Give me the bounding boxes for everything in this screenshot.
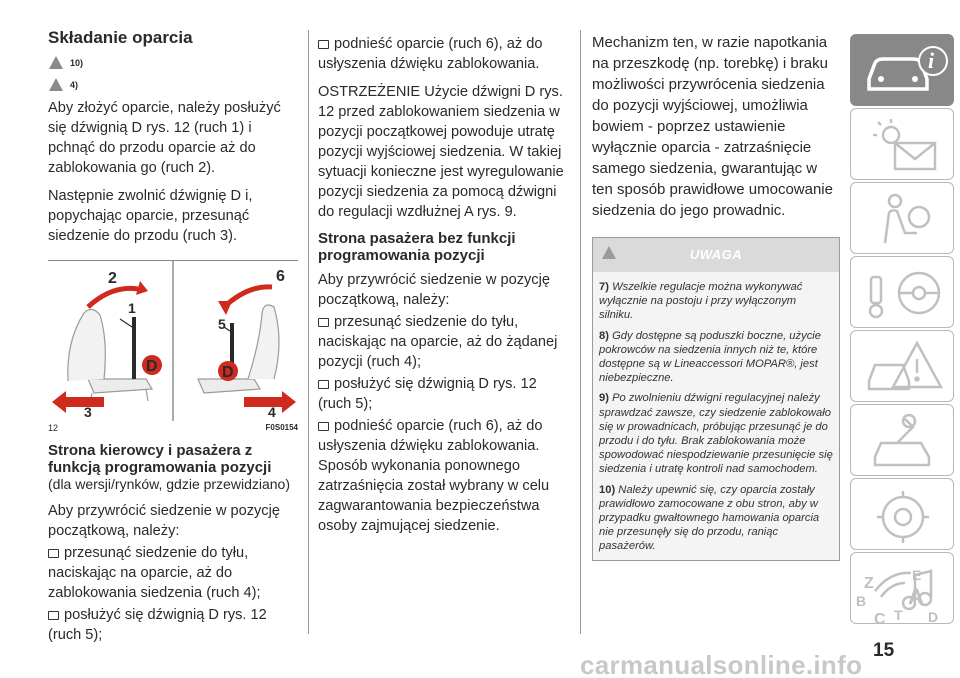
warning-ref-row	[48, 52, 298, 74]
tab-steering-key[interactable]	[850, 256, 954, 328]
subsection-subtitle: (dla wersji/rynków, gdzie przewidziano)	[48, 476, 290, 492]
warning-triangle-icon	[601, 246, 617, 260]
index-letter-t: T	[894, 607, 903, 623]
tab-alphabetical-index[interactable]	[850, 562, 954, 630]
steering-key-icon	[851, 257, 955, 329]
warning-ref[interactable]: 10)	[70, 58, 84, 68]
bullet-item: posłużyć się dźwignią D rys. 12 (ruch 5);	[318, 376, 537, 412]
index-letter-z: Z	[864, 575, 874, 592]
note-header	[593, 238, 839, 272]
label-3: 3	[84, 404, 92, 420]
seat-safety-icon	[851, 183, 955, 255]
note-body	[593, 272, 839, 560]
label-6: 6	[276, 268, 285, 285]
note-item: 8) Gdy dostępne są poduszki boczne, użycie pokrowców na siedzenia innych niż te, które dostępne są w Lineaccessori MOPAR®, jest niebezpieczne.	[599, 329, 822, 385]
subsection-title-passenger: Strona pasażera bez funkcji programowania pozycji	[318, 230, 516, 264]
maintenance-car-icon	[851, 405, 955, 477]
index-letter-e: E	[912, 567, 922, 583]
index-letter-c: C	[874, 611, 886, 628]
column-divider	[308, 30, 309, 634]
dashboard-lights-icon	[851, 109, 955, 181]
paragraph: Sposób wykonania ponownego zatrzaśnięcia został wybrany w celu zagwarantowania bezpieczeństwa osoby zajmującej siedzenie.	[318, 458, 550, 534]
tab-technical-data[interactable]	[850, 478, 954, 550]
bullet-box-icon	[318, 422, 329, 431]
lever-d-left	[132, 317, 136, 379]
seat-diagram	[48, 261, 298, 421]
warning-paragraph: OSTRZEŻENIE Użycie dźwigni D rys. 12 przed zablokowaniem siedzenia w pozycji początkowej powoduje utratę pozycji wyjściowej siedzenia. W takiej sytuacji konieczne jest wyregulowanie pozycji siedzenia za pomocą dźwigni do regulacji wzdłużnej A rys. 9.	[318, 84, 564, 220]
paragraph: Aby złożyć oparcie, należy posłużyć się dźwignią D rys. 12 (ruch 1) i pchnąć do przodu oparcie aż do zablokowania go (ruch 2).	[48, 100, 281, 176]
paragraph: Następnie zwolnić dźwignię D i, popychając oparcie, przesunąć siedzenie do przodu (ruch 3).	[48, 188, 253, 244]
warning-ref[interactable]: 4)	[70, 80, 79, 90]
column-right	[592, 32, 842, 561]
warning-triangle-icon	[48, 56, 64, 70]
figure-number: 12	[48, 423, 59, 433]
index-letter-a: A	[908, 584, 924, 609]
paragraph: Aby przywrócić siedzenie w pozycję początkową, należy:	[48, 503, 280, 539]
seat-figure	[48, 260, 298, 420]
bullet-box-icon	[318, 40, 329, 49]
arrow-motion-6	[224, 287, 272, 307]
warning-ref-row	[48, 74, 298, 96]
note-item: 10) Należy upewnić się, czy oparcia zostały prawidłowo zamocowane z obu stron, aby w przypadku gwałtownego hamowania oparcia nie przesunęły się do przodu, raniąc pasażerów.	[599, 483, 820, 553]
tab-maintenance[interactable]	[850, 404, 954, 476]
arrow-motion-4	[244, 397, 284, 407]
tab-dashboard-lights[interactable]	[850, 108, 954, 180]
bullet-item: przesunąć siedzenie do tyłu, naciskając na oparcie, aż do żądanej pozycji (ruch 4);	[318, 314, 558, 370]
warning-triangle-icon	[48, 78, 64, 92]
subsection-title-driver: Strona kierowcy i pasażera z funkcją programowania pozycji	[48, 442, 272, 476]
figure-code: F0S0154	[265, 423, 298, 432]
note-item: 7) Wszelkie regulacje można wykonywać wyłącznie na postoju i przy wyłączonym silniku.	[599, 281, 803, 322]
bullet-box-icon	[318, 318, 329, 327]
seat-left-illustration	[68, 309, 152, 403]
label-d-left: D	[146, 358, 158, 375]
note-title: UWAGA	[689, 247, 743, 262]
svg-text:i: i	[928, 48, 935, 73]
column-left	[48, 28, 298, 653]
tab-seat-safety[interactable]	[850, 182, 954, 254]
bullet-item: podnieść oparcie (ruch 6), aż do usłyszenia dźwięku zablokowania.	[318, 36, 543, 72]
label-5: 5	[218, 316, 226, 332]
technical-data-icon	[851, 479, 955, 551]
paragraph: Mechanizm ten, w razie napotkania na przeszkodę (np. torebkę) i braku możliwości przywrócenia siedzenia do pozycji wyjściowej, umożliwia bowiem - poprzez ustawienie wyłącznie oparcia - zatrzaśnięcie samego siedzenia, gwarantując w ten sposób prawidłowe umocowanie siedzenia do jego prowadnic.	[592, 34, 833, 219]
label-4: 4	[268, 404, 276, 420]
paragraph: Aby przywrócić siedzenie w pozycję początkową, należy:	[318, 272, 550, 308]
arrowhead-motion-4	[282, 391, 296, 413]
index-letter-d: D	[928, 609, 939, 625]
column-divider	[580, 30, 581, 634]
label-d-right: D	[222, 364, 234, 381]
index-letters-icon	[850, 562, 954, 630]
leader-line-1	[120, 319, 132, 327]
breakdown-triangle-icon	[851, 331, 955, 403]
bullet-item: podnieść oparcie (ruch 6), aż do usłyszenia dźwięku zablokowania.	[318, 418, 543, 454]
label-1: 1	[128, 300, 136, 316]
bullet-item: posłużyć się dźwignią D rys. 12 (ruch 5);	[48, 607, 267, 643]
footer-watermark[interactable]: carmanualsonline.info	[580, 650, 863, 678]
car-info-icon	[851, 35, 955, 107]
arrowhead-motion-6	[218, 301, 232, 315]
bullet-box-icon	[318, 380, 329, 389]
arrowhead-motion-3	[52, 391, 66, 413]
bullet-item: przesunąć siedzenie do tyłu, naciskając na oparcie, aż do zablokowania siedzenia (ruch 4);	[48, 545, 261, 601]
bullet-box-icon	[48, 549, 59, 558]
tab-car-info[interactable]	[850, 34, 954, 106]
label-2: 2	[108, 270, 117, 287]
note-item: 9) Po zwolnieniu dźwigni regulacyjnej należy sprawdzać zawsze, czy siedzenie zablokowało się w prowadnicach, próbując przesunąć je do przodu i do tyłu. Brak zablokowania może spowodować niespodziewanie przesunięcie się siedzenia i utratę kontroli nad samochodem.	[599, 392, 833, 476]
note-box	[592, 237, 840, 561]
figure-caption	[48, 422, 298, 434]
tab-breakdown[interactable]	[850, 330, 954, 402]
seat-right-illustration	[198, 305, 279, 393]
column-middle	[318, 34, 570, 544]
page-number: 15	[873, 640, 895, 661]
bullet-box-icon	[48, 611, 59, 620]
index-letter-b: B	[856, 593, 867, 609]
section-title: Składanie oparcia	[48, 28, 193, 47]
